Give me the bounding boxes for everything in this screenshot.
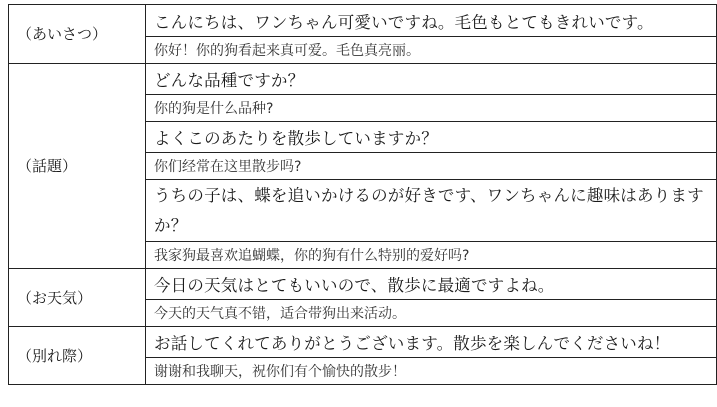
category-topic: （話題） <box>9 64 146 269</box>
table-row <box>9 327 717 358</box>
chinese-translation: 你们经常在这里散步吗? <box>146 153 717 180</box>
table-row <box>9 64 717 95</box>
category-weather: （お天気） <box>9 269 146 327</box>
category-greeting: （あいさつ） <box>9 5 146 64</box>
table-row <box>9 269 717 300</box>
chinese-translation: 你好！你的狗看起来真可爱。毛色真亮丽。 <box>146 37 717 64</box>
japanese-phrase: こんにちは、ワンちゃん可愛いですね。毛色もとてもきれいです。 <box>146 5 717 37</box>
japanese-phrase: うちの子は、蝶を追いかけるのが好きです、ワンちゃんに趣味はありますか？ <box>146 180 717 242</box>
chinese-translation: 我家狗最喜欢追蝴蝶，你的狗有什么特别的爱好吗? <box>146 242 717 269</box>
japanese-phrase: どんな品種ですか？ <box>146 64 717 95</box>
japanese-phrase: 今日の天気はとてもいいので、散歩に最適ですよね。 <box>146 269 717 300</box>
table-row <box>9 5 717 37</box>
phrase-table <box>8 4 717 385</box>
japanese-phrase: よくこのあたりを散歩していますか？ <box>146 122 717 153</box>
chinese-translation: 谢谢和我聊天，祝你们有个愉快的散步！ <box>146 358 717 385</box>
japanese-phrase: お話してくれてありがとうございます。散歩を楽しんでくださいね！ <box>146 327 717 358</box>
category-farewell: （別れ際） <box>9 327 146 385</box>
chinese-translation: 今天的天气真不错，适合带狗出来活动。 <box>146 300 717 327</box>
chinese-translation: 你的狗是什么品种? <box>146 95 717 122</box>
